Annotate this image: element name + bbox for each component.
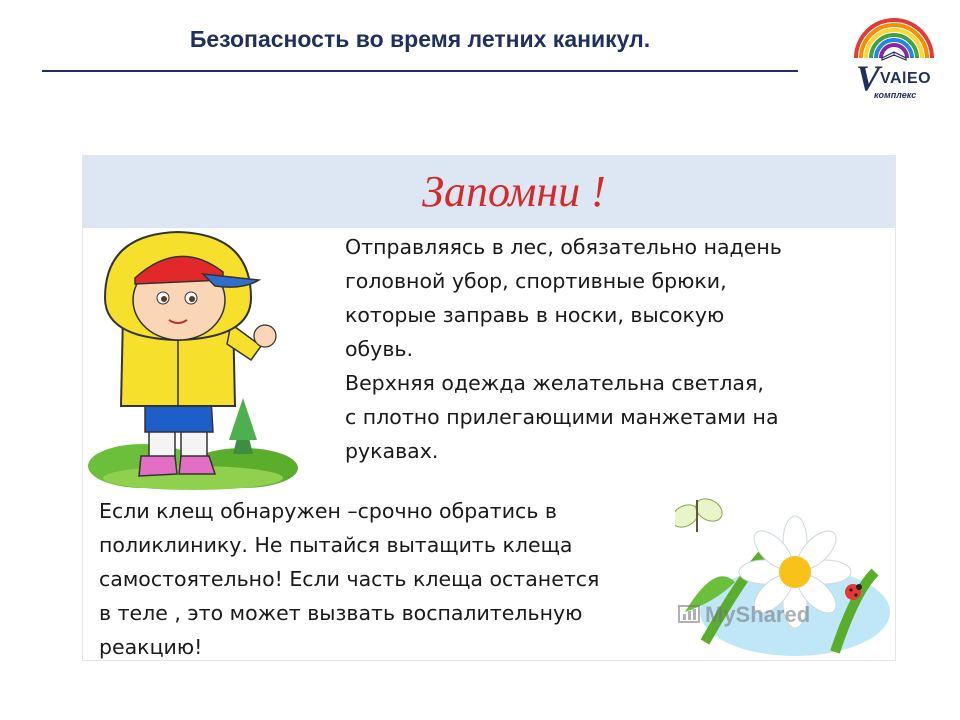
card-banner: [83, 156, 895, 228]
rainbow-icon: [852, 12, 936, 62]
watermark-icon: [677, 602, 701, 626]
advice-forest: Отправляясь в лес, обязательно надень головной убор, спортивные брюки, которые заправь в носки, высокую обувь. Верхняя одежда желательна светлая, с плотно прилегающими манжетами на рукавах.: [345, 235, 782, 463]
valeo-logo: V VAlEO комплекс: [852, 12, 936, 102]
child-illustration: [83, 228, 303, 490]
slide-title: Безопасность во время летних каникул.: [189, 26, 651, 52]
logo-subtitle: комплекс: [874, 90, 917, 100]
book-icon: [882, 52, 906, 60]
advice-tick: Если клещ обнаружен –срочно обратись в поликлинику. Не пытайся вытащить клеща самостоятельно! Если часть клеща останется в теле , это может вызвать воспалительную реакцию!: [99, 499, 600, 659]
watermark-text: MyShared: [705, 602, 811, 627]
butterfly-icon: [675, 494, 726, 532]
logo-wordmark: VAlEO: [880, 70, 932, 87]
title-underline: [42, 70, 798, 72]
daisy-illustration: [675, 492, 891, 658]
banner-heading: Запомни !: [422, 167, 606, 216]
reminder-card: [82, 155, 896, 661]
